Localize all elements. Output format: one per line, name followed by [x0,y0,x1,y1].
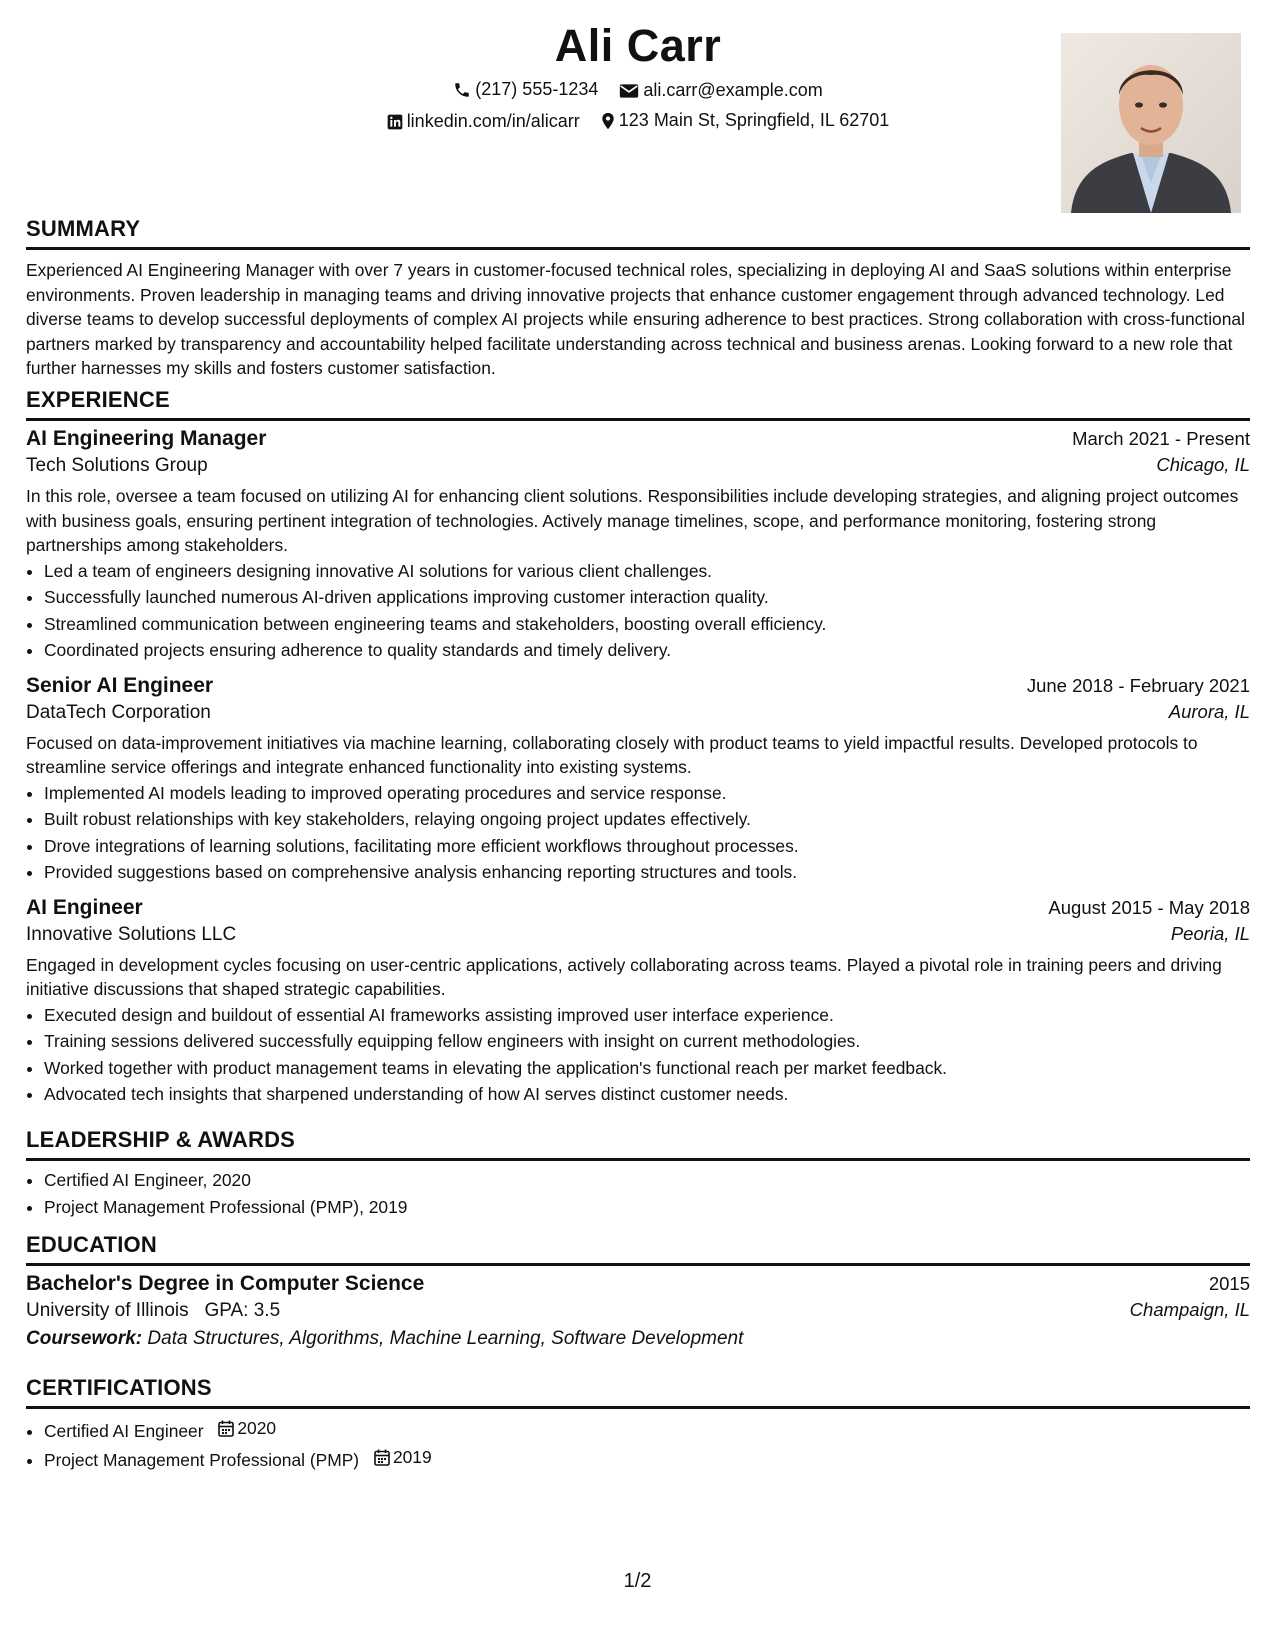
linkedin-contact[interactable] [387,111,580,132]
job-bullet: • Implemented AI models leading to improved operating procedures and service response. [44,780,1250,807]
job-entry [26,674,1250,886]
experience-section [26,387,1250,1108]
job-company: DataTech Corporation [26,701,211,723]
job-bullet: • Training sessions delivered successfully equipping fellow engineers with insight on current methodologies. [44,1028,1250,1055]
coursework-label: Coursework: [26,1328,143,1349]
calendar-icon [218,1420,234,1437]
certifications-list [26,1415,1250,1474]
job-dates: March 2021 - Present [1072,428,1250,449]
summary-heading: SUMMARY [26,216,1250,250]
job-bullet: • Coordinated projects ensuring adherence to quality standards and timely delivery. [44,637,1250,664]
leadership-item: • Project Management Professional (PMP), 2019 [44,1194,1250,1221]
graduation-year: 2015 [1208,1273,1250,1294]
leadership-section [26,1127,1250,1220]
summary-text: Experienced AI Engineering Manager with over 7 years in customer-focused technical roles, specializing in deploying AI and SaaS solutions within enterprise environments. Proven leadership in managing teams and driving innovative projects that enhance customer engagement through advanced technology. Led diverse teams to develop successful deployments of complex AI projects while ensuring adherence to best practices. Strong collaboration with cross-functional partners marked by transparency and accountability helped facilitate understanding across technical and business arenas. Looking forward to a new role that further harnesses my skills and fosters customer satisfaction. [26,260,1245,378]
job-company-row [26,923,1250,946]
job-bullet: • Drove integrations of learning solutions, facilitating more efficient workflows throughout processes. [44,833,1250,860]
job-bullets [26,558,1250,664]
job-bullet: • Streamlined communication between engineering teams and stakeholders, boosting overall efficiency. [44,611,1250,638]
linkedin-icon [387,114,403,130]
school-location: Champaign, IL [1129,1299,1250,1320]
job-dates: June 2018 - February 2021 [1026,674,1250,696]
email-contact[interactable] [619,80,822,101]
job-company: Tech Solutions Group [26,455,208,476]
job-bullet: • Provided suggestions based on comprehensive analysis enhancing reporting structures and tools. [44,859,1250,886]
job-company: Innovative Solutions LLC [26,923,237,945]
education-section [26,1232,1250,1350]
job-company-row [26,701,1250,724]
job-bullets [26,1002,1250,1108]
profile-photo [1061,33,1241,213]
linkedin-text[interactable]: linkedin.com/in/alicarr [406,111,580,131]
email-text[interactable]: ali.carr@example.com [643,80,823,100]
phone-contact [453,79,598,100]
education-heading: EDUCATION [26,1232,1250,1266]
certification-year: 2019 [392,1447,432,1468]
certifications-section [26,1375,1250,1474]
envelope-icon [619,83,639,99]
map-pin-icon [601,112,615,130]
job-title: AI Engineering Manager [26,427,267,450]
certification-name: Certified AI Engineer [44,1420,204,1441]
education-school-row [26,1299,1250,1322]
job-bullet: • Built robust relationships with key stakeholders, relaying ongoing project updates effectively. [44,806,1250,833]
job-location: Chicago, IL [1156,454,1250,475]
job-bullets [26,780,1250,886]
candidate-name: Ali Carr [554,20,722,71]
certification-item [44,1415,1250,1444]
address-contact [601,110,890,131]
job-dates: August 2015 - May 2018 [1048,896,1250,918]
gpa: GPA: 3.5 [204,1300,281,1321]
job-location: Peoria, IL [1170,922,1250,944]
address-text: 123 Main St, Springfield, IL 62701 [618,110,890,130]
certification-year: 2020 [237,1418,277,1438]
school-name: University of Illinois [26,1300,189,1321]
resume-header [26,0,1250,220]
job-location: Aurora, IL [1168,700,1250,722]
certifications-heading: CERTIFICATIONS [26,1375,1250,1409]
job-company-row [26,454,1250,477]
job-header-row [26,427,1250,451]
experience-heading: EXPERIENCE [26,387,1250,421]
job-bullet: • Worked together with product management teams in elevating the application's functional reach per market feedback. [44,1055,1250,1082]
job-bullet: • Advocated tech insights that sharpened understanding of how AI serves distinct customer needs. [44,1081,1250,1108]
job-description: Focused on data-improvement initiatives via machine learning, collaborating closely with product teams to yield impactful results. Developed protocols to streamline service offerings and integrate enhanced functionality into existing systems. [26,732,1198,777]
leadership-heading: LEADERSHIP & AWARDS [26,1127,1250,1161]
calendar-icon [374,1449,390,1466]
job-header-row [26,896,1250,920]
coursework-list: Data Structures, Algorithms, Machine Learning, Software Development [147,1328,744,1349]
job-description: In this role, oversee a team focused on utilizing AI for enhancing client solutions. Responsibilities include developing strategies, and aligning project outcomes with business goals, ensuring pertinent integration of technologies. Actively manage timelines, scope, and performance monitoring, fostering strong partnerships among stakeholders. [26,486,1239,555]
certification-date [218,1415,276,1442]
job-bullet: • Executed design and buildout of essential AI frameworks assisting improved user interface experience. [44,1002,1250,1029]
degree-title: Bachelor's Degree in Computer Science [26,1272,425,1295]
leadership-list [26,1167,1250,1220]
certification-name: Project Management Professional (PMP) [44,1450,360,1470]
phone-text: (217) 555-1234 [475,79,599,99]
phone-icon [453,81,471,99]
page-number: 1/2 [623,1570,652,1592]
job-description: Engaged in development cycles focusing on user-centric applications, actively collaborating across teams. Played a pivotal role in training peers and driving initiative discussions that shaped strategic capabilities. [26,954,1222,999]
certification-item [44,1444,1250,1473]
certification-date [374,1444,432,1471]
leadership-item: • Certified AI Engineer, 2020 [44,1167,1250,1194]
job-entry [26,896,1250,1108]
education-header-row [26,1272,1250,1296]
school-info [26,1300,280,1322]
resume-page [26,0,1250,1650]
job-header-row [26,674,1250,698]
job-title: AI Engineer [26,895,143,919]
portrait-image [1061,33,1241,213]
summary-section [26,216,1250,381]
job-bullet: • Led a team of engineers designing innovative AI solutions for various client challenges. [44,558,1250,585]
coursework [26,1328,1250,1350]
job-bullet: • Successfully launched numerous AI-driven applications improving customer interaction quality. [44,584,1250,611]
job-entry [26,427,1250,664]
job-title: Senior AI Engineer [26,673,214,697]
